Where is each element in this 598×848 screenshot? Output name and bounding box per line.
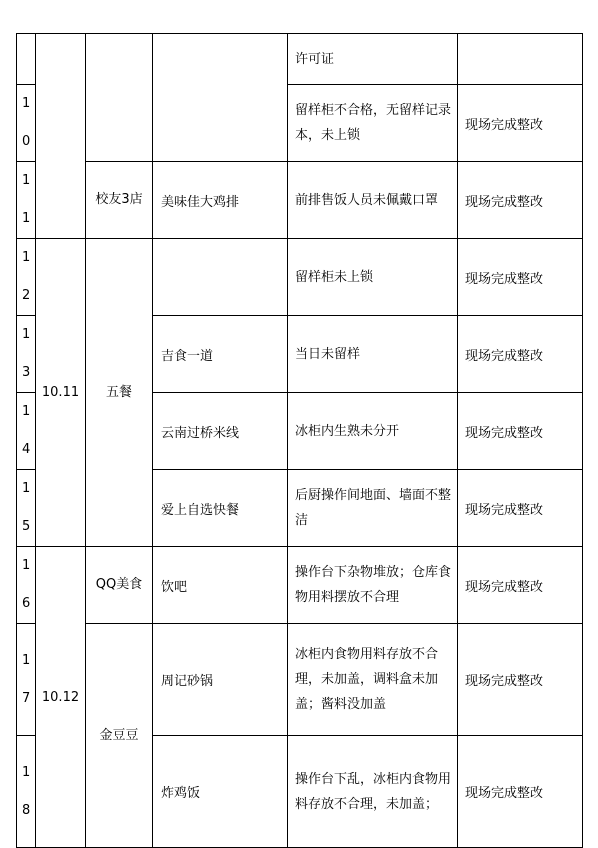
table-row xyxy=(17,239,583,316)
stall-cell: 炸鸡饭 xyxy=(153,736,288,848)
row-number: 17 xyxy=(17,624,36,736)
table-row xyxy=(17,162,583,239)
result-cell: 现场完成整改 xyxy=(458,316,583,393)
issue-cell: 留样柜不合格，无留样记录本，未上锁 xyxy=(288,85,458,162)
issue-cell: 后厨操作间地面、墙面不整洁 xyxy=(288,470,458,547)
stall-cell: 吉食一道 xyxy=(153,316,288,393)
stall-cell: 爱上自选快餐 xyxy=(153,470,288,547)
issue-cell: 操作台下乱，冰柜内食物用料存放不合理，未加盖； xyxy=(288,736,458,848)
stall-cell xyxy=(153,239,288,316)
row-number: 16 xyxy=(17,547,36,624)
issue-cell: 留样柜未上锁 xyxy=(288,239,458,316)
row-number: 15 xyxy=(17,470,36,547)
row-number: 13 xyxy=(17,316,36,393)
stall-cell: 周记砂锅 xyxy=(153,624,288,736)
issue-cell: 许可证 xyxy=(288,34,458,85)
stall-cell: 云南过桥米线 xyxy=(153,393,288,470)
row-number: 12 xyxy=(17,239,36,316)
result-cell: 现场完成整改 xyxy=(458,393,583,470)
table-row xyxy=(17,34,583,85)
result-cell: 现场完成整改 xyxy=(458,470,583,547)
result-cell: 现场完成整改 xyxy=(458,162,583,239)
result-cell: 现场完成整改 xyxy=(458,624,583,736)
stall-cell: 美味佳大鸡排 xyxy=(153,162,288,239)
canteen-cell: QQ美食 xyxy=(86,547,153,624)
table-row xyxy=(17,624,583,736)
issue-cell: 当日未留样 xyxy=(288,316,458,393)
row-number: 11 xyxy=(17,162,36,239)
row-number xyxy=(17,34,36,85)
canteen-cell xyxy=(86,34,153,162)
result-cell: 现场完成整改 xyxy=(458,736,583,848)
issue-cell: 冰柜内食物用料存放不合理，未加盖，调料盒未加盖；酱料没加盖 xyxy=(288,624,458,736)
stall-cell xyxy=(153,34,288,162)
issue-cell: 前排售饭人员未佩戴口罩 xyxy=(288,162,458,239)
canteen-cell: 金豆豆 xyxy=(86,624,153,848)
date-cell: 10.12 xyxy=(36,547,86,848)
issue-cell: 冰柜内生熟未分开 xyxy=(288,393,458,470)
row-number: 10 xyxy=(17,85,36,162)
stall-cell: 饮吧 xyxy=(153,547,288,624)
date-cell xyxy=(36,34,86,239)
table-row xyxy=(17,547,583,624)
issue-cell: 操作台下杂物堆放；仓库食物用料摆放不合理 xyxy=(288,547,458,624)
row-number: 18 xyxy=(17,736,36,848)
result-cell: 现场完成整改 xyxy=(458,85,583,162)
canteen-cell: 校友3店 xyxy=(86,162,153,239)
result-cell: 现场完成整改 xyxy=(458,239,583,316)
date-cell: 10.11 xyxy=(36,239,86,547)
inspection-table xyxy=(16,33,583,848)
row-number: 14 xyxy=(17,393,36,470)
result-cell: 现场完成整改 xyxy=(458,547,583,624)
result-cell xyxy=(458,34,583,85)
canteen-cell: 五餐 xyxy=(86,239,153,547)
